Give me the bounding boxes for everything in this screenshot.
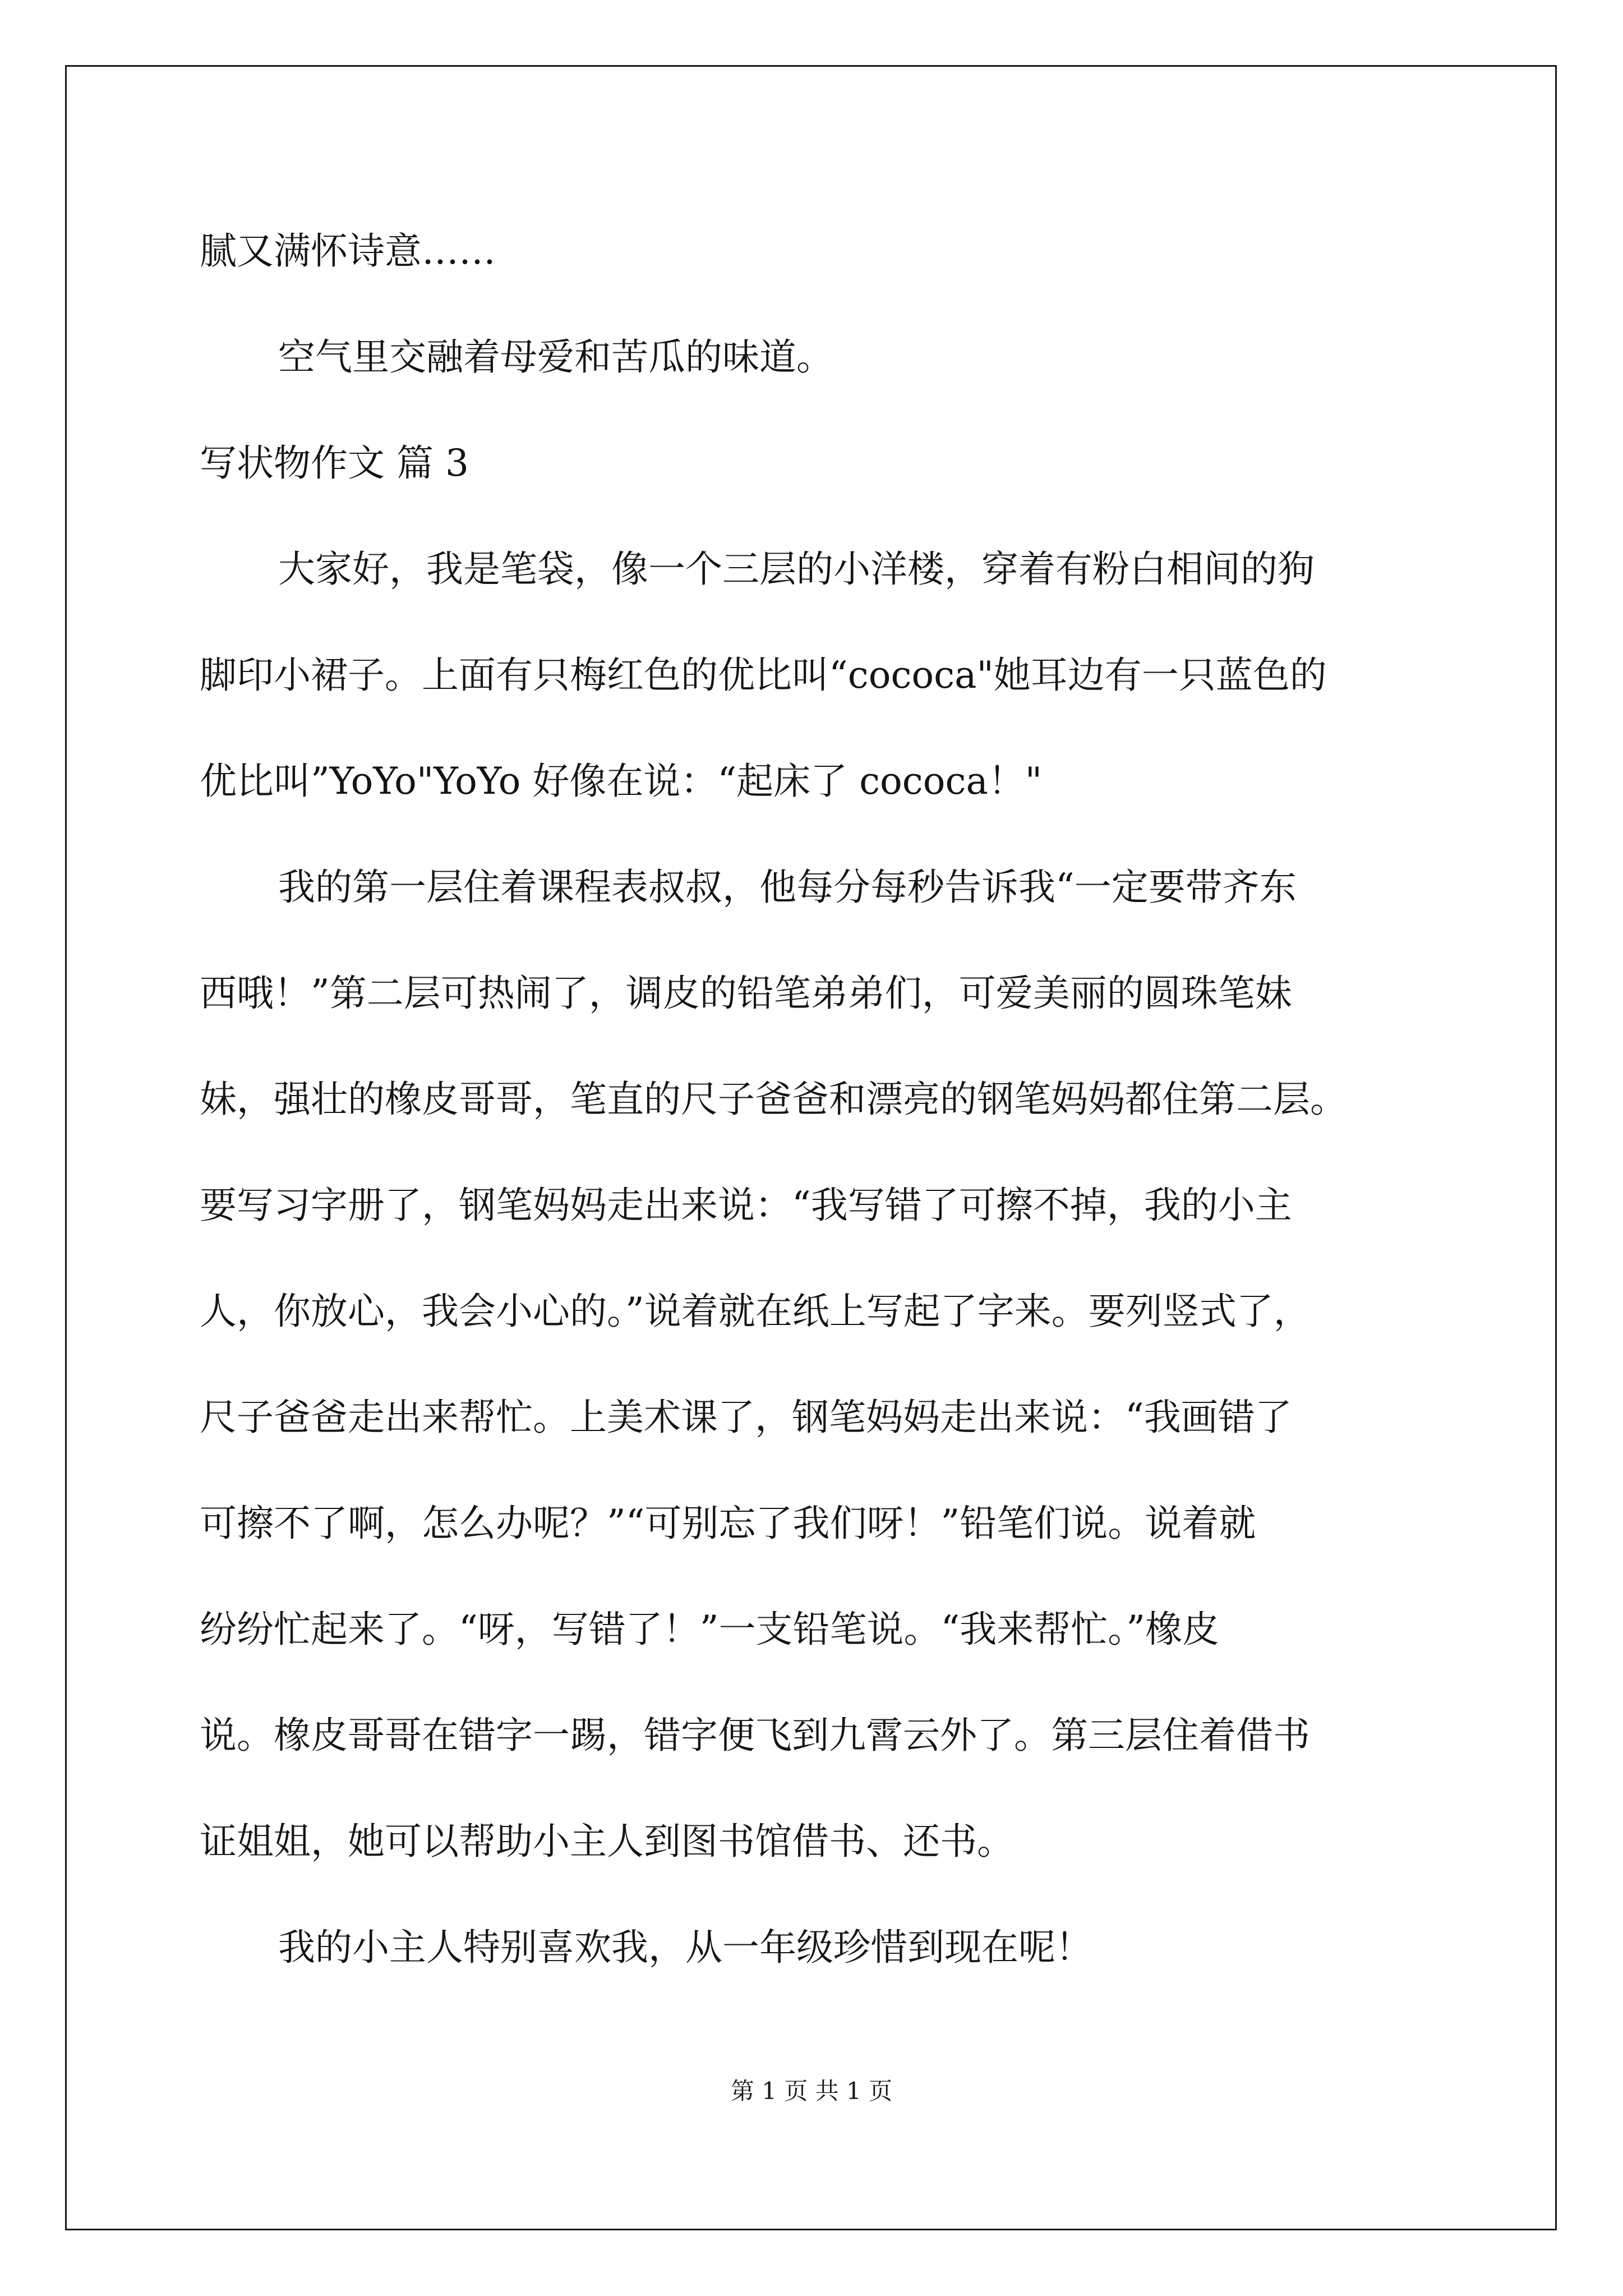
paragraph-gap — [200, 1869, 1428, 1921]
paragraph-gap — [200, 1020, 1428, 1073]
section-heading: 写状物作文 篇 3 — [200, 441, 469, 485]
text-line: 尺子爸爸走出来帮忙。上美术课了，钢笔妈妈走出来说：“我画错了 — [200, 1396, 1292, 1439]
text-line: 空气里交融着母爱和苦瓜的味道。 — [278, 335, 833, 379]
paragraph-gap — [200, 490, 1428, 542]
text-line: 我的小主人特别喜欢我，从一年级珍惜到现在呢！ — [278, 1926, 1092, 1969]
text-line: 我的第一层住着课程表叔叔，他每分每秒告诉我“一定要带齐东 — [278, 866, 1297, 909]
text-line: 可擦不了啊，怎么办呢？”“可别忘了我们呀！”铅笔们说。说着就 — [200, 1502, 1256, 1545]
text-line: 腻又满怀诗意…… — [200, 229, 496, 273]
text-line: 大家好，我是笔袋，像一个三层的小洋楼，穿着有粉白相间的狗 — [278, 547, 1315, 591]
document-body — [200, 224, 1428, 1975]
paragraph-gap — [200, 914, 1428, 967]
text-line: 优比叫”YoYo"YoYo 好像在说：“起床了 cococa！" — [200, 760, 1043, 803]
paragraph-gap — [200, 1550, 1428, 1603]
text-line: 妹，强壮的橡皮哥哥，笔直的尺子爸爸和漂亮的钢笔妈妈都住第二层。 — [200, 1078, 1347, 1121]
text-line: 纷纷忙起来了。“呀，写错了！”一支铅笔说。“我来帮忙。”橡皮 — [200, 1608, 1219, 1651]
text-line: 证姐姐，她可以帮助小主人到图书馆借书、还书。 — [200, 1820, 1014, 1863]
text-line: 人，你放心，我会小心的。”说着就在纸上写起了字来。要列竖式了， — [200, 1290, 1311, 1333]
paragraph-gap — [200, 596, 1428, 648]
text-line: 西哦！”第二层可热闹了，调皮的铅笔弟弟们，可爱美丽的圆珠笔妹 — [200, 972, 1292, 1015]
text-line: 说。橡皮哥哥在错字一踢，错字便飞到九霄云外了。第三层住着借书 — [200, 1714, 1310, 1757]
paragraph-gap — [200, 1444, 1428, 1497]
paragraph-gap — [200, 278, 1428, 330]
text-line: 要写习字册了，钢笔妈妈走出来说：“我写错了可擦不掉，我的小主 — [200, 1184, 1292, 1227]
text-line: 脚印小裙子。上面有只梅红色的优比叫“cococa"她耳边有一只蓝色的 — [200, 654, 1327, 697]
paragraph-gap — [200, 1763, 1428, 1815]
paragraph-gap — [200, 384, 1428, 436]
paragraph-gap — [200, 1657, 1428, 1709]
page-number-footer: 第 1 页 共 1 页 — [730, 2077, 893, 2105]
paragraph-gap — [200, 702, 1428, 754]
paragraph-gap — [200, 1232, 1428, 1285]
paragraph-gap — [200, 808, 1428, 861]
paragraph-gap — [200, 1126, 1428, 1179]
paragraph-gap — [200, 1338, 1428, 1391]
